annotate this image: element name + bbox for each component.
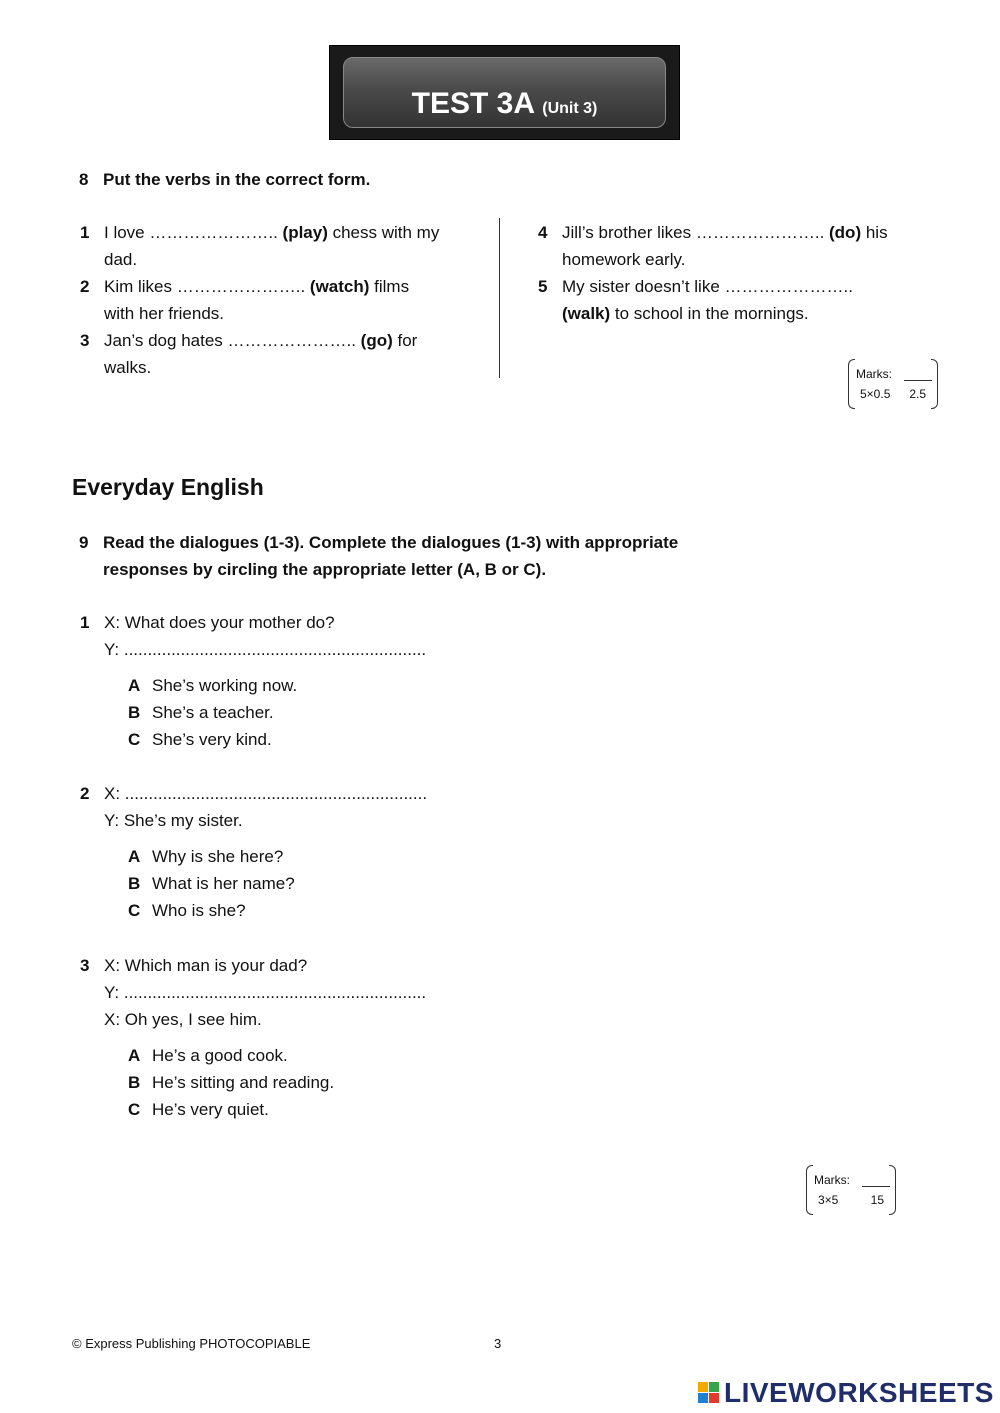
exercise-8-left-column [80, 219, 480, 381]
marks-total: 15 [870, 1193, 884, 1207]
dialogue-line: X: Oh yes, I see him. [104, 1010, 262, 1029]
option-a[interactable]: A She’s working now. [128, 676, 298, 695]
dialogue-answer-blank: Y: ................................................................ [104, 640, 427, 659]
test-title: TEST 3A [411, 87, 534, 120]
dialogue-answer-blank: X: ................................................................ [104, 784, 428, 803]
dialogue-line: X: What does your mother do? [104, 613, 335, 632]
dialogue-3-options [80, 1042, 680, 1123]
marks-label: Marks: [856, 367, 892, 381]
exercise-9-instruction-1: Read the dialogues (1-3). Complete the dialogues (1-3) with appropriate [103, 533, 679, 552]
ex8-item-3: 3 Jan’s dog hates ………………….. (go) for [80, 331, 418, 350]
ex8-item-5: 5 My sister doesn’t like ………………….. [538, 277, 853, 296]
exercise-8-right-column [538, 219, 958, 327]
marks-label: Marks: [814, 1173, 850, 1187]
marks-formula: 3×5 [818, 1193, 839, 1207]
ex8-item-1-cont: dad. [104, 250, 138, 269]
column-divider [499, 218, 500, 378]
liveworksheets-blocks-icon [698, 1382, 720, 1404]
option-c[interactable]: C He’s very quiet. [128, 1100, 269, 1119]
dialogue-line: X: Which man is your dad? [104, 956, 308, 975]
exercise-9-number: 9 [79, 533, 89, 552]
ex8-item-2-cont: with her friends. [104, 304, 224, 323]
exercise-8-instruction: Put the verbs in the correct form. [103, 170, 371, 189]
option-a[interactable]: A He’s a good cook. [128, 1046, 288, 1065]
option-c[interactable]: C Who is she? [128, 901, 246, 920]
exercise-9-heading [79, 529, 959, 583]
option-b[interactable]: B She’s a teacher. [128, 703, 274, 722]
page-number: 3 [494, 1336, 502, 1351]
dialogue-1-number: 1 [80, 613, 90, 632]
test-unit: (Unit 3) [542, 100, 598, 117]
marks-score-blank [904, 380, 932, 381]
option-a[interactable]: A Why is she here? [128, 847, 284, 866]
option-c[interactable]: C She’s very kind. [128, 730, 272, 749]
dialogue-1 [80, 609, 680, 753]
dialogue-line: Y: She’s my sister. [104, 811, 243, 830]
dialogue-3-number: 3 [80, 956, 90, 975]
option-b[interactable]: B He’s sitting and reading. [128, 1073, 335, 1092]
marks-bracket-right [931, 359, 938, 409]
marks-box-exercise-9 [806, 1165, 896, 1213]
dialogue-2 [80, 780, 680, 924]
ex8-item-3-cont: walks. [104, 358, 152, 377]
marks-formula: 5×0.5 [860, 387, 891, 401]
liveworksheets-logo [698, 1377, 994, 1409]
exercise-8-number: 8 [79, 170, 89, 189]
ex8-item-1: 1 I love ………………….. (play) chess with my [80, 223, 440, 242]
ex8-item-4-cont: homework early. [562, 250, 686, 269]
brand-name: LIVEWORKSHEETS [724, 1377, 994, 1408]
title-banner [329, 45, 680, 140]
section-heading: Everyday English [72, 474, 264, 500]
dialogue-2-number: 2 [80, 784, 90, 803]
page-title [329, 89, 680, 124]
dialogue-answer-blank: Y: ................................................................ [104, 983, 427, 1002]
marks-box-exercise-8 [848, 359, 938, 407]
option-b[interactable]: B What is her name? [128, 874, 295, 893]
marks-bracket-right [889, 1165, 896, 1215]
dialogue-2-options [80, 843, 680, 924]
marks-total: 2.5 [909, 387, 926, 401]
marks-score-blank [862, 1186, 890, 1187]
ex8-item-4: 4 Jill’s brother likes ………………….. (do) his [538, 223, 888, 242]
ex8-item-2: 2 Kim likes ………………….. (watch) films [80, 277, 410, 296]
dialogue-1-options [80, 672, 680, 753]
exercise-9-instruction-2: responses by circling the appropriate letter (A, B or C). [103, 560, 547, 579]
dialogue-3 [80, 952, 680, 1123]
ex8-item-5-cont: (walk) to school in the mornings. [562, 304, 809, 323]
exercise-8-heading [79, 166, 370, 193]
marks-bracket-left [806, 1165, 813, 1215]
marks-bracket-left [848, 359, 855, 409]
footer-copyright: © Express Publishing PHOTOCOPIABLE [72, 1336, 311, 1351]
